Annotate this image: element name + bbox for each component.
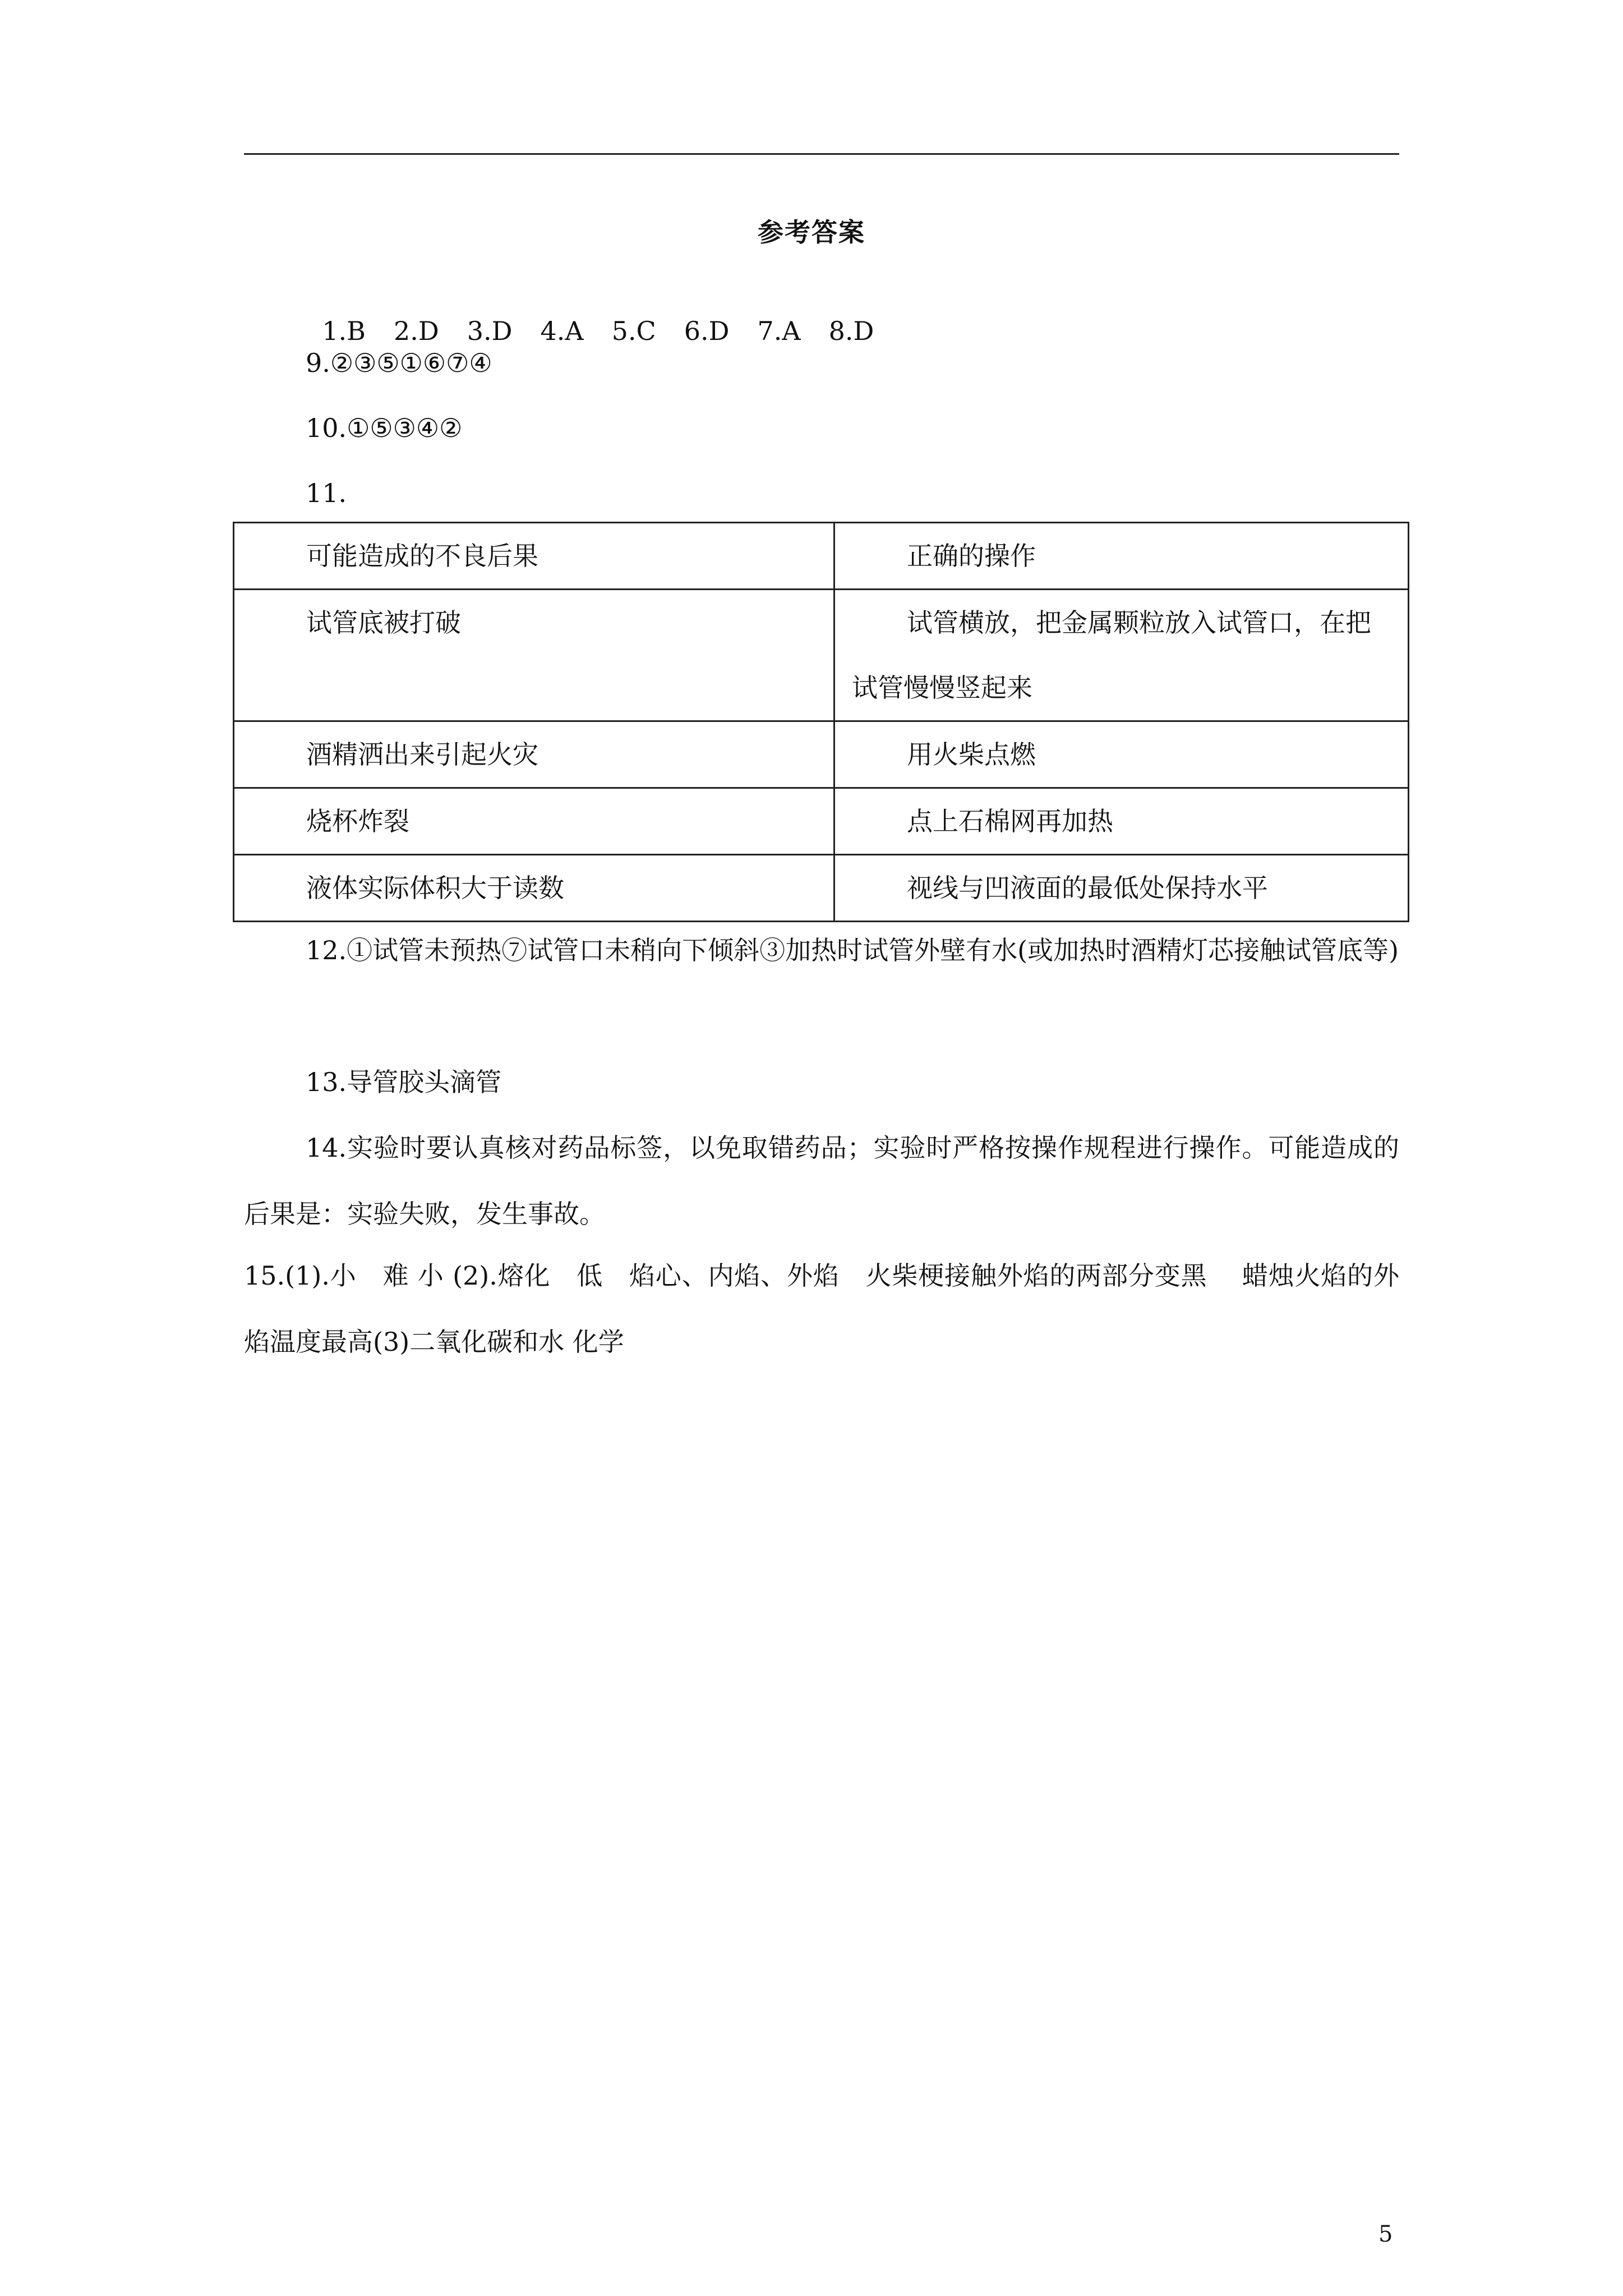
table-row [234, 590, 1409, 721]
table-cell: 试管底被打破 [234, 590, 834, 721]
answer-5: 5.C [611, 316, 656, 346]
table-cell: 试管横放，把金属颗粒放入试管口，在把试管慢慢竖起来 [834, 590, 1409, 721]
answer-14: 14.实验时要认真核对药品标签，以免取错药品；实验时严格按操作规程进行操作。可能造成的后果是：实验失败，发生事故。 [244, 1133, 1399, 1229]
table-cell: 酒精洒出来引起火灾 [234, 721, 834, 788]
answer-15: 15.(1).小 难 小 (2).熔化 低 焰心、内焰、外焰 火柴梗接触外焰的两部分变黑 蜡烛火焰的外焰温度最高(3)二氧化碳和水 化学 [244, 1260, 1399, 1357]
table-header-row [234, 523, 1409, 590]
table-header-cell: 可能造成的不良后果 [234, 523, 834, 590]
answer-9: 9.②③⑤①⑥⑦④ [306, 348, 492, 378]
table-cell: 视线与凹液面的最低处保持水平 [834, 855, 1409, 922]
table-cell: 烧杯炸裂 [234, 788, 834, 855]
answer-3: 3.D [467, 316, 513, 346]
header-rule [244, 153, 1399, 155]
choice-answers [306, 280, 902, 348]
table-header-cell: 正确的操作 [834, 523, 1409, 590]
answer-12: 12.①试管未预热⑦试管口未稍向下倾斜③加热时试管外壁有水(或加热时酒精灯芯接触试管底等) [306, 935, 1399, 965]
answer-1: 1.B [322, 316, 366, 346]
table-row [234, 855, 1409, 922]
answer-6: 6.D [684, 316, 730, 346]
page-title: 参考答案 [758, 217, 865, 247]
answer-7: 7.A [757, 316, 801, 346]
table-row [234, 721, 1409, 788]
table-cell: 用火柴点燃 [834, 721, 1409, 788]
answer-8: 8.D [828, 316, 874, 346]
table-cell: 液体实际体积大于读数 [234, 855, 834, 922]
page-number: 5 [1378, 2221, 1393, 2247]
answer-2: 2.D [393, 316, 439, 346]
answer-13: 13.导管胶头滴管 [306, 1067, 502, 1097]
table-row [234, 788, 1409, 855]
answer-10: 10.①⑤③④② [306, 413, 463, 443]
table-cell: 点上石棉网再加热 [834, 788, 1409, 855]
answer-table [233, 522, 1409, 922]
answer-11-label: 11. [306, 478, 347, 508]
answer-4: 4.A [540, 316, 584, 346]
